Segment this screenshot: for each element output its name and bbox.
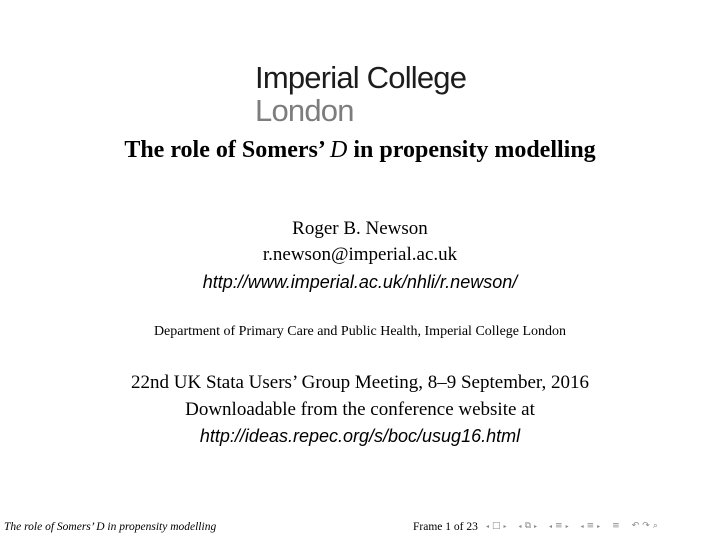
beamer-navigation-bar	[486, 517, 716, 535]
title-part-1: The role of Somers’	[124, 137, 331, 163]
title-italic-d: D	[330, 137, 348, 163]
section-icon[interactable]: ≡	[555, 521, 563, 531]
download-note: Downloadable from the conference website at	[185, 399, 535, 420]
document-icon[interactable]: ≡	[612, 521, 620, 531]
prev-section-icon[interactable]: ◂	[549, 522, 553, 530]
logo-line-london: London	[255, 93, 354, 128]
title-part-2: in propensity modelling	[347, 137, 596, 163]
meeting-info: 22nd UK Stata Users’ Group Meeting, 8–9 September, 2016	[131, 372, 589, 393]
frame-icon[interactable]: □	[492, 521, 501, 531]
imperial-college-logo	[255, 62, 466, 126]
redo-icon[interactable]: ↷	[642, 521, 650, 531]
prev-part-icon[interactable]: ◂	[580, 522, 584, 530]
next-part-icon[interactable]: ▸	[597, 522, 601, 530]
department: Department of Primary Care and Public Health, Imperial College London	[153, 324, 567, 339]
slide-title	[0, 137, 720, 164]
author-name: Roger B. Newson	[292, 218, 428, 239]
next-frame-icon[interactable]: ▸	[503, 522, 507, 530]
prev-frame-icon[interactable]: ◂	[486, 522, 490, 530]
footer-short-title: The role of Somers’ D in propensity modelling	[4, 521, 217, 533]
footer-frame-counter: Frame 1 of 23	[413, 521, 478, 533]
author-email: r.newson@imperial.ac.uk	[262, 244, 458, 265]
next-section-icon[interactable]: ▸	[565, 522, 569, 530]
undo-icon[interactable]: ↶	[631, 521, 640, 531]
conference-url-link[interactable]: http://ideas.repec.org/s/boc/usug16.html	[199, 426, 521, 446]
subsection-icon[interactable]: ⧉	[524, 521, 531, 531]
part-icon[interactable]: ≡	[586, 521, 595, 531]
next-subsection-icon[interactable]: ▸	[534, 522, 538, 530]
search-icon[interactable]: ⌕	[652, 521, 658, 531]
author-homepage-link[interactable]: http://www.imperial.ac.uk/nhli/r.newson/	[202, 272, 518, 292]
prev-subsection-icon[interactable]: ◂	[518, 522, 522, 530]
logo-line-imperial-college: Imperial College	[255, 60, 467, 95]
